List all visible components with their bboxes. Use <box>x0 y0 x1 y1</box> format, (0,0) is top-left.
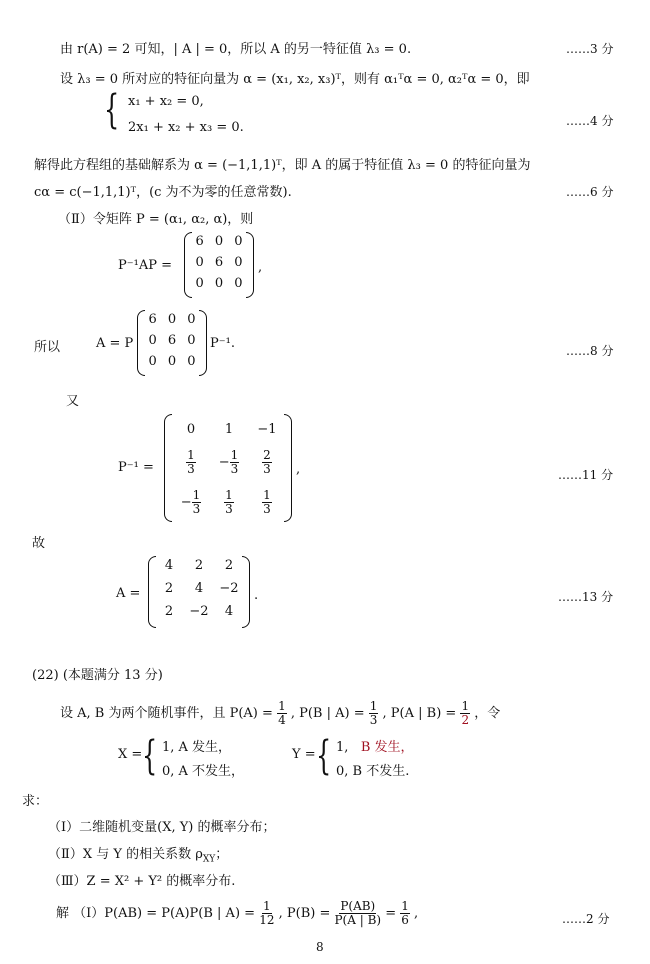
numerator: 1 <box>369 699 378 713</box>
score-mark: ……11 分 <box>558 468 614 482</box>
matrix-cell: 0 <box>187 333 196 348</box>
text-line: 所以 <box>34 340 61 355</box>
case-line: 0, A 不发生， <box>162 764 245 779</box>
matrix-fraction <box>262 449 272 476</box>
solution-part: 解 （Ⅰ）P(AB) = P(A)P(B | A) = <box>56 906 256 921</box>
a-matrix <box>154 558 244 619</box>
matrix-cell: 2 <box>164 604 174 619</box>
numerator: 1 <box>187 447 195 462</box>
matrix-cell <box>210 449 248 476</box>
text-line: 故 <box>32 536 46 551</box>
minus-sign: − <box>180 494 192 510</box>
matrix-cell: 0 <box>234 234 243 249</box>
matrix-cell: 0 <box>195 255 204 270</box>
case-line: 1, A 发生， <box>162 740 232 755</box>
text-line: 求： <box>22 794 49 809</box>
fraction-pab-value <box>259 900 274 927</box>
matrix-cell: 4 <box>194 581 204 596</box>
solution-part: = <box>385 906 397 921</box>
denominator: 3 <box>225 501 233 516</box>
denominator: 12 <box>259 913 275 927</box>
matrix-cell: 0 <box>195 276 204 291</box>
sub-question <box>48 843 228 865</box>
text-line: cα = c(−1,1,1)ᵀ，(c 为不为零的任意常数). <box>34 185 292 200</box>
question-statement <box>60 700 500 727</box>
punctuation: . <box>254 588 259 603</box>
matrix-fraction <box>262 489 272 516</box>
matrix-cell: 0 <box>214 276 224 291</box>
denominator: 3 <box>230 461 239 476</box>
equation-label: A = P <box>96 336 134 351</box>
matrix-fraction <box>230 449 240 476</box>
denominator: 4 <box>278 713 286 727</box>
matrix-cell: 2 <box>194 558 204 573</box>
text-line: 设 λ₃ = 0 所对应的特征向量为 α = (x₁, x₂, x₃)ᵀ，则有 α₁ᵀα = 0, α₂ᵀα = 0，即 <box>60 72 530 87</box>
matrix-cell: −2 <box>219 581 239 596</box>
score-mark: ……8 分 <box>566 344 614 358</box>
matrix-left-paren <box>164 414 172 522</box>
matrix-right-paren <box>284 414 292 522</box>
matrix-cell: 4 <box>224 604 234 619</box>
case-line: 0, B 不发生. <box>336 764 410 779</box>
score-mark: ……13 分 <box>558 590 614 604</box>
denominator: 3 <box>369 713 378 727</box>
matrix-cell: 6 <box>214 255 224 270</box>
matrix-cell: −1 <box>257 421 277 437</box>
matrix-cell: 0 <box>234 255 243 270</box>
matrix-cell: 0 <box>187 354 196 369</box>
text-line: 由 r(A) = 2 可知，| A | = 0，所以 A 的另一特征值 λ₃ = 0. <box>60 42 412 57</box>
numerator: 1 <box>192 487 201 502</box>
left-brace: { <box>142 733 158 779</box>
case-line <box>336 736 414 755</box>
case-value: 1, <box>336 740 349 755</box>
equation-label: A = <box>116 586 141 601</box>
fraction-pb-ratio <box>334 900 381 927</box>
matrix-cell: 4 <box>164 558 174 573</box>
denominator: 6 <box>401 913 409 927</box>
question-header: (22) (本题满分 13 分) <box>32 668 163 683</box>
solution-part: , P(B) = <box>278 906 331 921</box>
fraction-pab <box>460 700 470 727</box>
punctuation: , <box>296 462 301 477</box>
matrix-cell: 2 <box>224 558 234 573</box>
punctuation: , <box>258 260 263 275</box>
matrix-fraction <box>192 489 202 516</box>
left-brace: { <box>104 87 120 133</box>
equation-label: P⁻¹ = <box>118 460 154 475</box>
statement-part: , P(B | A) = <box>290 706 365 721</box>
left-brace: { <box>316 733 332 779</box>
numerator: 1 <box>461 699 470 713</box>
equation-label: Y = <box>292 747 316 762</box>
statement-part: , P(A | B) = <box>382 706 457 721</box>
numerator: 1 <box>263 487 271 502</box>
score-mark: ……2 分 <box>562 912 610 926</box>
text-line: 解得此方程组的基础解系为 α = (−1,1,1)ᵀ，即 A 的属于特征值 λ₃ = 0 的特征向量为 <box>34 158 531 173</box>
matrix-cell: 2 <box>164 581 174 596</box>
equation-line: 2x₁ + x₂ + x₃ = 0. <box>128 120 244 135</box>
equation-line: x₁ + x₂ = 0, <box>128 94 204 109</box>
matrix-cell: 0 <box>234 276 243 291</box>
sub-question: （Ⅲ）Z = X² + Y² 的概率分布. <box>48 874 236 889</box>
matrix-right-paren <box>246 232 254 298</box>
score-mark: ……4 分 <box>566 114 614 128</box>
matrix-cell: 0 <box>187 312 196 327</box>
numerator: 2 <box>263 447 271 462</box>
matrix-cell: 6 <box>148 312 157 327</box>
matrix-cell <box>248 449 286 476</box>
case-condition: B 发生， <box>360 740 414 755</box>
matrix-cell: 0 <box>148 333 157 348</box>
sub-question: （Ⅰ）二维随机变量(X, Y) 的概率分布； <box>48 820 276 835</box>
denominator: 3 <box>192 501 201 516</box>
subscript: XY <box>202 854 216 865</box>
matrix-cell: 0 <box>214 234 224 249</box>
punctuation: ； <box>215 847 229 862</box>
sub-question-text: （Ⅱ）X 与 Y 的相关系数 ρ <box>48 847 203 862</box>
equation-label: P⁻¹AP = <box>118 258 172 273</box>
denominator: 3 <box>263 501 271 516</box>
matrix-cell <box>172 449 210 476</box>
fraction-pa <box>277 700 287 727</box>
score-mark: ……3 分 <box>566 42 614 56</box>
matrix-cell <box>172 489 210 516</box>
text-line: 又 <box>66 394 80 409</box>
score-mark: ……6 分 <box>566 185 614 199</box>
matrix-right-paren <box>242 556 250 628</box>
numerator: 1 <box>263 899 271 913</box>
minus-sign: − <box>218 454 230 470</box>
matrix-cell: −2 <box>189 604 209 619</box>
matrix-cell <box>210 489 248 516</box>
matrix-cell: 0 <box>167 354 177 369</box>
denominator: P(A | B) <box>334 913 382 927</box>
matrix-cell <box>248 489 286 516</box>
numerator: 1 <box>230 447 239 462</box>
text-line: （Ⅱ）令矩阵 P = (α₁, α₂, α)，则 <box>58 212 254 227</box>
numerator: 1 <box>225 487 233 502</box>
equation-label: X = <box>118 747 143 762</box>
fraction-pba <box>369 700 379 727</box>
matrix-fraction <box>224 489 234 516</box>
matrix-fraction <box>186 449 196 476</box>
matrix-cell: 0 <box>148 354 157 369</box>
denominator: 3 <box>187 461 195 476</box>
equation-label: P⁻¹. <box>210 336 235 351</box>
diagonal-matrix <box>143 312 201 369</box>
solution-part: , <box>414 906 419 921</box>
numerator: 1 <box>401 899 409 913</box>
numerator: 1 <box>278 699 286 713</box>
statement-part: ，令 <box>474 706 501 721</box>
matrix-cell: 1 <box>224 421 234 437</box>
matrix-cell: 6 <box>167 333 177 348</box>
page-number: 8 <box>316 940 324 954</box>
matrix-cell: 0 <box>186 421 196 437</box>
denominator: 2 <box>461 713 470 727</box>
inverse-matrix <box>172 416 286 522</box>
diagonal-matrix <box>190 234 248 291</box>
solution-line <box>56 900 418 927</box>
fraction-pb-value <box>400 900 410 927</box>
numerator: P(AB) <box>340 899 376 913</box>
matrix-right-paren <box>199 310 207 376</box>
statement-part: 设 A, B 为两个随机事件，且 P(A) = <box>60 706 273 721</box>
denominator: 3 <box>263 461 271 476</box>
matrix-cell: 6 <box>195 234 204 249</box>
matrix-cell: 0 <box>167 312 177 327</box>
